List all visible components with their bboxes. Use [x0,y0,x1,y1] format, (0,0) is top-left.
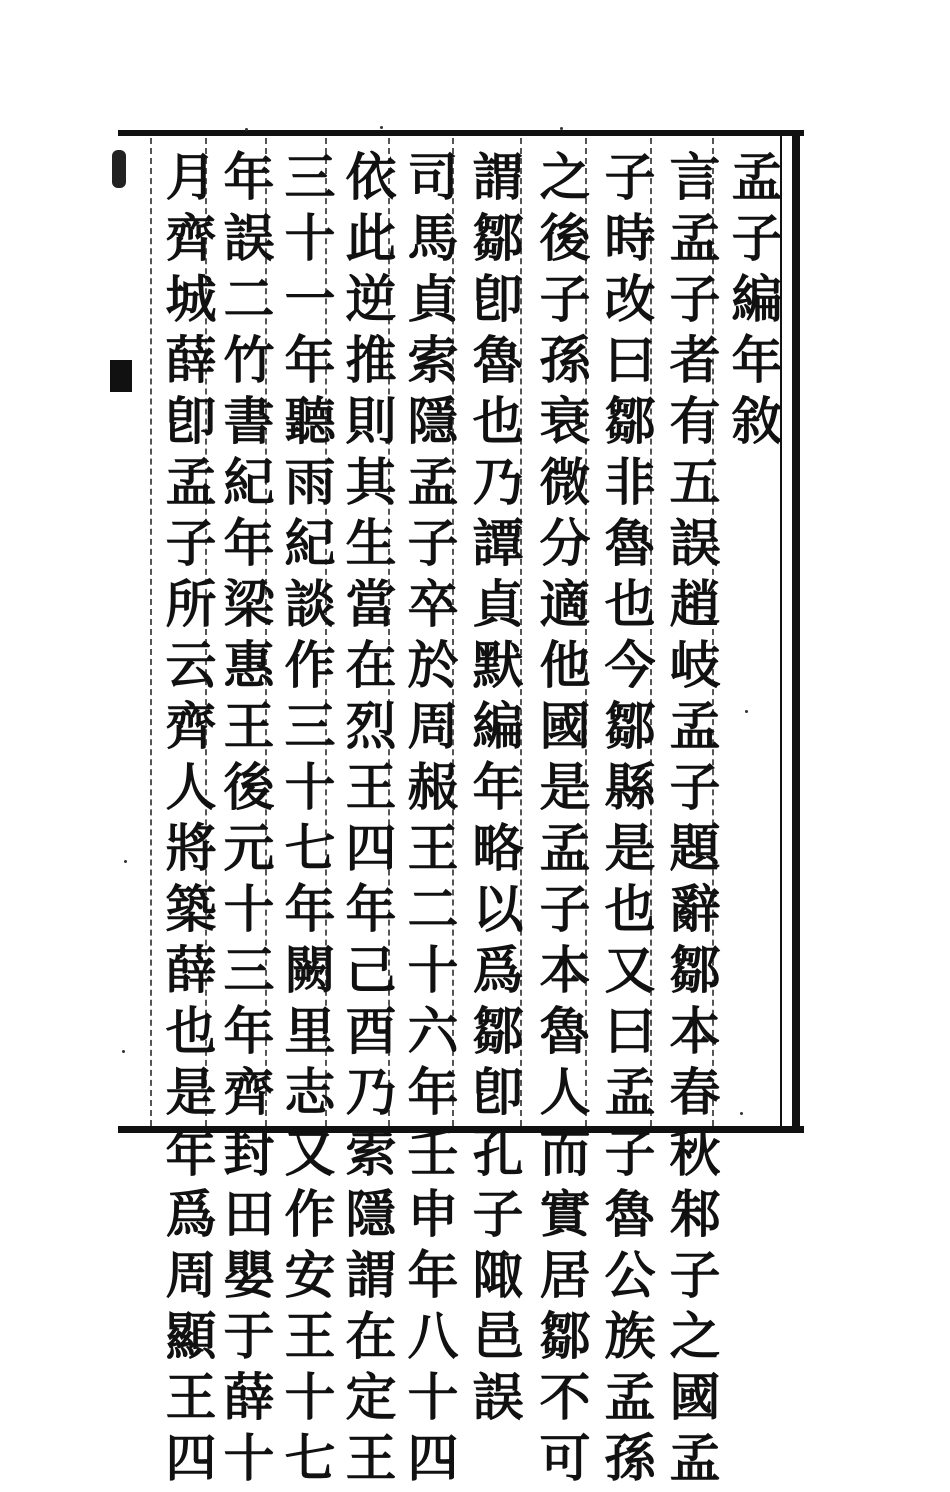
text-column-1: 言孟子者有五誤趙岐孟子題辭鄒本春秋邾子之國孟 [660,150,720,1492]
text-column-5: 司馬貞索隱孟子卒於周赧王二十六年壬申年八十四 [398,150,458,1492]
scan-speck [245,128,248,131]
scan-speck [740,1112,743,1115]
text-column-8: 年誤二竹書紀年梁惠王後元十三年齊封田嬰于薛十 [214,150,274,1492]
fold-mark-middle [110,360,132,392]
scan-speck [380,126,383,129]
scan-speck [560,127,563,130]
right-border [792,130,800,1133]
scan-speck [124,860,127,863]
fold-mark-top [112,150,126,188]
text-column-7: 三十一年聽雨紀談作三十七年闕里志又作安王十七 [275,150,335,1492]
text-column-6: 依此逆推則其生當在烈王四年己酉乃索隱謂在定王 [336,150,396,1492]
text-column-2: 子時改曰鄒非魯也今鄒縣是也又曰孟子魯公族孟孫 [595,150,655,1492]
text-column-9: 月齊城薛卽孟子所云齊人將築薛也是年爲周顯王四 [156,150,216,1492]
text-column-3: 之後子孫衰微分適他國是孟子本魯人而實居鄒不可 [530,150,590,1492]
text-column-4: 謂鄒卽魯也乃譚貞默編年略以爲鄒卽孔子陬邑誤 [463,150,523,1431]
scan-speck [745,710,748,713]
column-divider [150,138,152,1126]
column-title: 孟子編年敘 [722,150,782,455]
top-border [118,130,804,136]
scan-speck [122,1050,125,1053]
